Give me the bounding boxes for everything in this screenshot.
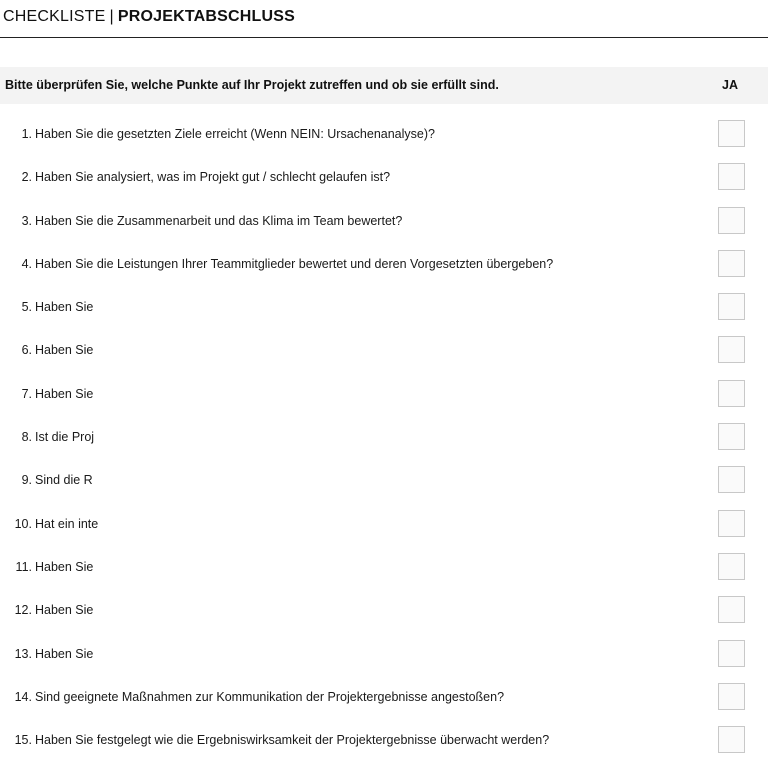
item-question: Hat ein inte	[35, 516, 99, 531]
checklist-item	[0, 113, 768, 156]
item-question: Haben Sie die Zusammenarbeit und das Klima im Team bewertet?	[35, 213, 403, 228]
ja-checkbox[interactable]	[718, 423, 745, 450]
item-question: Haben Sie die Leistungen Ihrer Teammitglieder bewertet und deren Vorgesetzten übergeben?	[35, 256, 554, 271]
item-number: 11.	[15, 559, 32, 574]
checklist-item	[0, 503, 768, 546]
ja-checkbox[interactable]	[718, 380, 745, 407]
item-number: 13.	[14, 646, 32, 661]
checklist-item	[0, 459, 768, 502]
title-separator: |	[109, 8, 114, 25]
checklist-item	[0, 156, 768, 199]
ja-checkbox[interactable]	[718, 336, 745, 363]
ja-checkbox[interactable]	[718, 640, 745, 667]
ja-checkbox[interactable]	[718, 163, 745, 190]
item-number: 15.	[14, 733, 32, 748]
item-number: 9.	[21, 473, 32, 488]
item-number: 2.	[21, 170, 32, 185]
ja-checkbox[interactable]	[718, 207, 745, 234]
instruction-text: Bitte überprüfen Sie, welche Punkte auf Ihr Projekt zutreffen und ob sie erfüllt sind.	[5, 78, 499, 92]
ja-checkbox[interactable]	[718, 250, 745, 277]
item-question: Haben Sie	[35, 603, 94, 618]
checklist-item	[0, 589, 768, 632]
checklist-item	[0, 373, 768, 416]
ja-checkbox[interactable]	[718, 683, 745, 710]
ja-checkbox[interactable]	[718, 596, 745, 623]
item-question: Haben Sie	[35, 343, 94, 358]
checklist-item	[0, 676, 768, 719]
checklist-item	[0, 329, 768, 372]
item-number: 14.	[14, 689, 32, 704]
item-number: 10.	[14, 516, 32, 531]
checklist-item	[0, 200, 768, 243]
ja-checkbox[interactable]	[718, 726, 745, 753]
item-number: 3.	[21, 213, 32, 228]
item-question: Haben Sie	[35, 559, 94, 574]
item-number: 8.	[21, 430, 32, 445]
item-question: Haben Sie	[35, 386, 94, 401]
item-question: Sind die R	[35, 473, 93, 488]
ja-checkbox[interactable]	[718, 293, 745, 320]
ja-checkbox[interactable]	[718, 120, 745, 147]
item-number: 4.	[21, 256, 32, 271]
checklist-item	[0, 416, 768, 459]
item-number: 5.	[21, 300, 32, 315]
ja-checkbox[interactable]	[718, 553, 745, 580]
item-question: Haben Sie festgelegt wie die Ergebniswirksamkeit der Projektergebnisse überwacht werden?	[35, 733, 550, 748]
item-question: Sind geeignete Maßnahmen zur Kommunikation der Projektergebnisse angestoßen?	[35, 689, 505, 704]
item-question: Haben Sie	[35, 300, 94, 315]
item-question: Haben Sie die gesetzten Ziele erreicht (Wenn NEIN: Ursachenanalyse)?	[35, 127, 435, 141]
ja-checkbox[interactable]	[718, 510, 745, 537]
ja-checkbox[interactable]	[718, 466, 745, 493]
item-number: 7.	[21, 386, 32, 401]
title-main: PROJEKTABSCHLUSS	[117, 8, 295, 25]
checklist-rows	[0, 113, 768, 762]
title-prefix: CHECKLISTE	[3, 8, 106, 25]
item-question: Haben Sie analysiert, was im Projekt gut / schlecht gelaufen ist?	[35, 170, 391, 185]
checklist-item	[0, 546, 768, 589]
checklist-item	[0, 243, 768, 286]
checklist-item	[0, 633, 768, 676]
item-question: Haben Sie	[35, 646, 94, 661]
checklist-item	[0, 719, 768, 762]
checklist-item	[0, 286, 768, 329]
item-question: Ist die Proj	[35, 430, 95, 445]
page-title	[3, 8, 295, 26]
item-number: 6.	[21, 343, 32, 358]
item-number: 12.	[14, 603, 32, 618]
title-divider	[0, 37, 768, 38]
column-header-ja: JA	[722, 78, 738, 92]
item-number: 1.	[21, 127, 32, 141]
